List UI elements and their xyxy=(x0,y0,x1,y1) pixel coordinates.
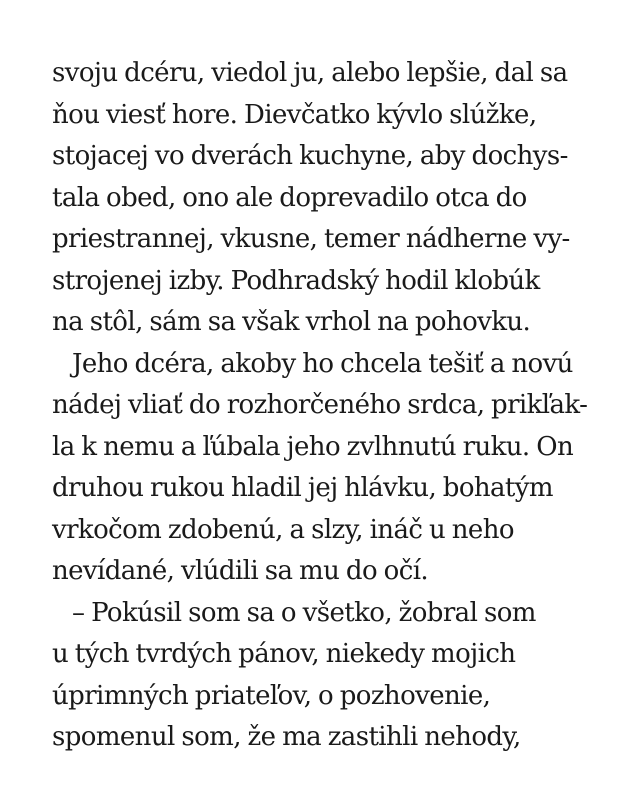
text-line-1: svoju dcéru, viedol ju, alebo lepšie, dal sa xyxy=(52,58,568,88)
text-line-6: strojenej izby. Podhradský hodil klobúk xyxy=(52,265,540,296)
text-line-3: stojacej vo dverách kuchyne, aby dochys- xyxy=(52,141,568,171)
text-line-17: spomenul som, že ma zastihli nehody, xyxy=(52,722,521,752)
text-line-2: ňou viesť hore. Dievčatko kývlo slúžke, xyxy=(52,99,537,130)
text-line-9: nádej vliať do rozhorčeného srdca, prikľak- xyxy=(52,390,588,420)
text-line-4: tala obed, ono ale doprevadilo otca do xyxy=(52,182,527,213)
page-text xyxy=(52,53,592,759)
text-line-11: druhou rukou hladil jej hlávku, bohatým xyxy=(52,473,553,503)
text-line-7: na stôl, sám sa však vrhol na pohovku. xyxy=(52,307,531,337)
text-line-12: vrkočom zdobenú, a slzy, ináč u neho xyxy=(52,514,514,545)
text-line-16: úprimných priateľov, o pozhovenie, xyxy=(52,680,491,711)
text-line-13: nevídané, vlúdili sa mu do očí. xyxy=(52,556,429,586)
text-line-10: la k nemu a ľúbala jeho zvlhnutú ruku. On xyxy=(52,431,574,462)
text-line-8: Jeho dcéra, akoby ho chcela tešiť a novú xyxy=(72,348,573,379)
text-line-14: – Pokúsil som sa o všetko, žobral som xyxy=(72,597,536,628)
text-line-5: priestrannej, vkusne, temer nádherne vy- xyxy=(52,224,570,254)
text-line-15: u tých tvrdých pánov, niekedy mojich xyxy=(52,639,516,669)
